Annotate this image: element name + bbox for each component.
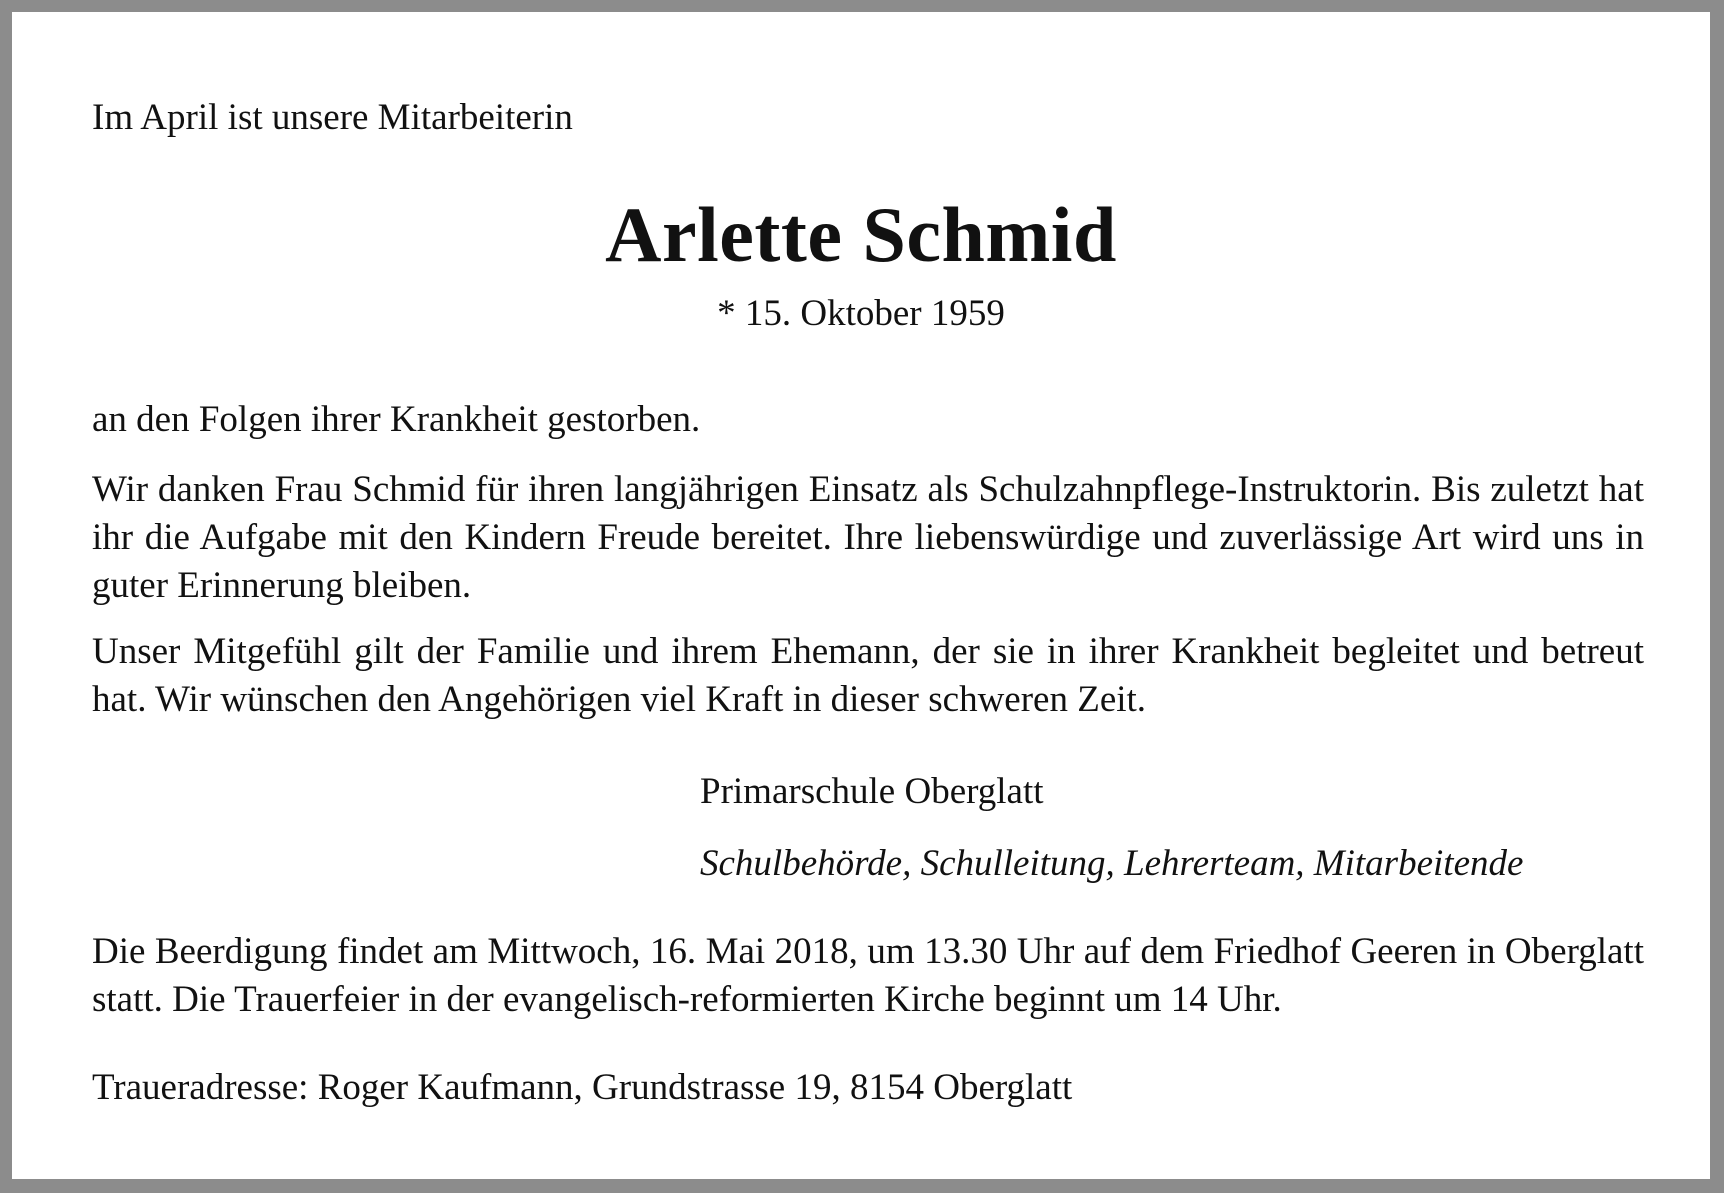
- death-statement: an den Folgen ihrer Krankheit gestorben.: [92, 399, 701, 440]
- intro-text: Im April ist unsere Mitarbeiterin: [92, 97, 573, 138]
- deceased-name: Arlette Schmid: [605, 191, 1117, 278]
- sender-name: Primarschule Oberglatt: [700, 771, 1044, 812]
- funeral-info: Die Beerdigung findet am Mittwoch, 16. Mai 2018, um 13.30 Uhr auf dem Friedhof Geeren in Oberglatt statt. Die Trauerfeier in der evangelisch-reformierten Kirche beginnt um 14 Uhr.: [92, 931, 1644, 1020]
- mourning-address: Traueradresse: Roger Kaufmann, Grundstrasse 19, 8154 Oberglatt: [92, 1067, 1073, 1108]
- condolence-paragraph: Unser Mitgefühl gilt der Familie und ihrem Ehemann, der sie in ihrer Krankheit begleitet und betreut hat. Wir wünschen den Angehörigen viel Kraft in dieser schweren Zeit.: [92, 631, 1644, 720]
- obituary-notice: [12, 12, 1710, 1179]
- birth-date: * 15. Oktober 1959: [717, 293, 1005, 334]
- sender-groups: Schulbehörde, Schulleitung, Lehrerteam, Mitarbeitende: [700, 843, 1524, 884]
- thanks-paragraph: Wir danken Frau Schmid für ihren langjährigen Einsatz als Schulzahnpflege-Instruktorin. Bis zuletzt hat ihr die Aufgabe mit den Kindern Freude bereitet. Ihre liebenswürdige und zuverlässige Art wird uns in guter Erinnerung bleiben.: [92, 469, 1644, 606]
